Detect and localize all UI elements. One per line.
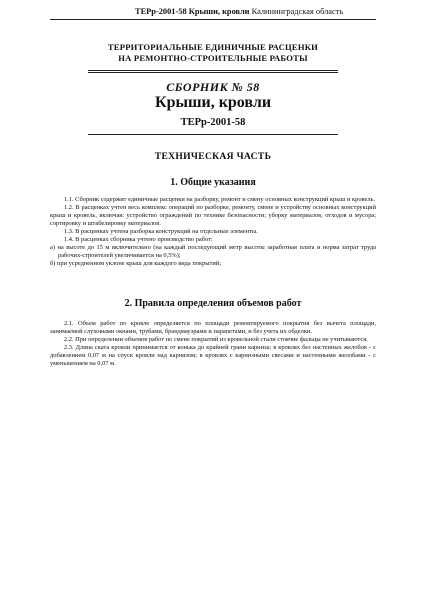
section-2-heading: 2. Правила определения объемов работ: [124, 298, 302, 309]
page-title: Крыши, кровли: [154, 94, 272, 111]
subtitle-line-2: НА РЕМОНТНО-СТРОИТЕЛЬНЫЕ РАБОТЫ: [118, 53, 308, 63]
paragraph: 1.4. В расценках сборника учтено производство работ:: [64, 236, 213, 243]
list-item: б) при усредненном уклоне крыш для каждого вида покрытий;: [50, 260, 221, 267]
section-1-body: [50, 196, 376, 268]
paragraph: 2.2. При определении объемов работ по смене покрытий из кровельной стали стоячие фальцы не учитываются.: [64, 336, 368, 343]
section-1-heading: 1. Общие указания: [170, 177, 256, 188]
running-header: [135, 7, 376, 16]
subtitle-divider-top: [88, 70, 338, 71]
header-region: Калининградская область: [251, 7, 344, 16]
part-title: ТЕХНИЧЕСКАЯ ЧАСТЬ: [154, 151, 272, 162]
collection-label: СБОРНИК № 58: [166, 80, 260, 94]
subtitle-divider-bottom: [88, 72, 338, 73]
list-item: а) на высоте до 15 м включительно (на каждый последующий метр высоты заработная плата и норма затрат труда рабочих-строителей увеличивается на 0,5%);: [50, 244, 376, 259]
document-subtitle: [0, 42, 426, 64]
document-code: ТЕРр-2001-58: [180, 117, 246, 128]
paragraph: 1.1. Сборник содержит единичные расценки на разборку, ремонт и смену основных конструкций крыш и кровель.: [64, 196, 376, 203]
section-2-body: [50, 320, 376, 368]
header-doc-code: ТЕРр-2001-58 Крыши, кровли: [135, 7, 250, 16]
paragraph: 1.3. В расценках учтена разборка конструкций на отдельные элементы.: [64, 228, 258, 235]
header-divider: [50, 19, 376, 20]
paragraph: 2.3. Длина ската кровли принимается от конька до крайней грани карниза; в кровлях без настенных желобов - с добавлением 0,07 м на спуск кровли над карнизом; в кровлях с карнизными свесами и настенными желобами - с уменьшением на 0,07 м.: [50, 344, 376, 367]
paragraph: 1.2. В расценках учтен весь комплекс операций по разборке, ремонту, смене и устройству основных конструкций крыш и кровель, включая: устройство ограждений по технике безопасности; уборку материалов, отходов и мусора; сортировку и штабелировку материалов.: [50, 204, 376, 227]
subtitle-line-1: ТЕРРИТОРИАЛЬНЫЕ ЕДИНИЧНЫЕ РАСЦЕНКИ: [107, 42, 319, 52]
title-divider: [88, 134, 338, 135]
paragraph: 2.1. Объем работ по кровле определяется по площади ремонтируемого покрытия без вычета площади, занимаемой слуховыми окнами, трубами, брандмауэрами и парапетами, и без учета их обделки.: [50, 320, 376, 335]
